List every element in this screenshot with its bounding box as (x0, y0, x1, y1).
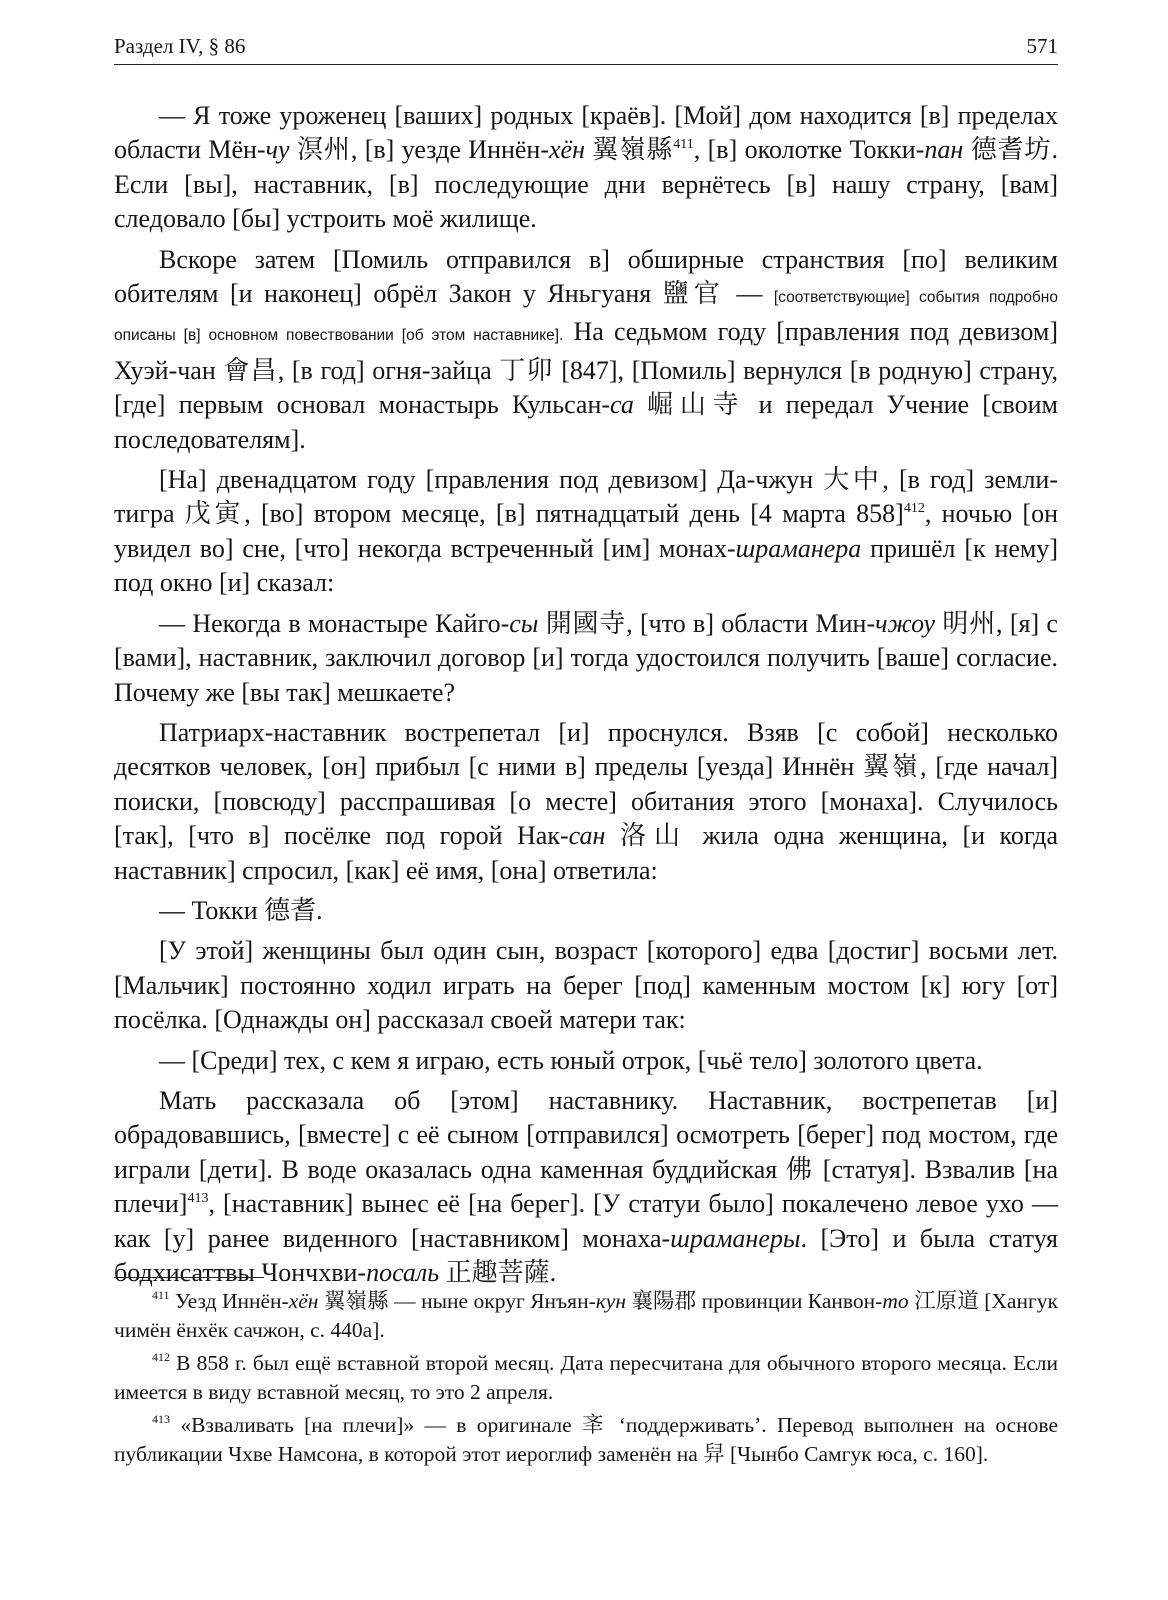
text-segment: [На] двенадцатом году [правления под девизом] Да-чжун 大中, [в год] земли-тигра 戊寅, [во] втором месяце, [в] пятнадцатый день [4 марта 858] (114, 465, 1058, 529)
footnote-ref: 413 (152, 1412, 170, 1426)
header-rule (114, 64, 1058, 65)
paragraph-p2 (114, 243, 1058, 457)
text-segment: [соответствующие] события подробно описаны [в] основном повествовании [об этом наставнике]. (114, 289, 1058, 345)
text-segment: , ночью [он увидел во] сне, [что] некогда встреченный [им] монах- (114, 499, 1059, 563)
text-segment: . [Это] и была статуя бодхисаттвы Чончхви- (114, 1223, 1059, 1287)
footnotes (114, 1287, 1058, 1473)
text-segment: Уезд Иннён- (169, 1289, 289, 1313)
footnote-fn411 (114, 1287, 1058, 1345)
text-segment: 洛山 жила одна женщина, [и когда наставник] спросил, [как] её имя, [она] ответила: (114, 821, 1058, 885)
paragraph-p9 (114, 1084, 1058, 1290)
text-segment: 正趣菩薩. (439, 1258, 557, 1287)
footnote-rule (114, 1277, 264, 1278)
italic-term: шраманера (735, 533, 862, 563)
italic-term: то (882, 1289, 909, 1313)
text-segment: — [Среди] тех, с кем я играю, есть юный отрок, [чьё тело] золотого цвета. (159, 1045, 983, 1075)
text-segment: — Я тоже уроженец [ваших] родных [краёв]. [Мой] дом находится [в] пределах области Мён- (114, 101, 1058, 165)
text-segment: , [наставник] вынес её [на берег]. [У статуи было] покалечено левое ухо — как [у] ранее виденного [наставником] монаха- (114, 1189, 1058, 1253)
paragraph-p4 (114, 607, 1058, 710)
text-segment: пришёл [к нему] под окно [и] сказал: (114, 533, 1059, 598)
italic-term: сан (568, 821, 606, 851)
paragraph-p1 (114, 99, 1058, 237)
main-text (114, 99, 1058, 1296)
footnote-fn412 (114, 1349, 1058, 1407)
text-segment: [У этой] женщины был один сын, возраст [которого] едва [достиг] восьми лет. [Мальчик] постоянно ходил играть на берег [под] каменным мостом [к] югу [от] посёлка. [Однажды он] рассказал своей матери так: (114, 936, 1058, 1035)
text-segment: — Токки 德耆. (159, 895, 323, 925)
text-segment: Вскоре затем [Помиль отправился в] обширные странствия [по] великим обителям [и наконец] обрёл Закон у Яньгуаня 鹽官 — (114, 244, 1058, 309)
text-segment: Патриарх-наставник вострепетал [и] проснулся. Взяв [с собой] несколько десятков человек, [он] прибыл [с ними в] пределы [уезда] Иннён 翼嶺, [где начал] поиски, [повсюду] расспрашивая [о месте] обитания этого [монаха]. Случилось [так], [что в] посёлке под горой Нак- (114, 717, 1058, 851)
italic-term: чу (265, 135, 290, 165)
italic-term: посаль (366, 1258, 440, 1287)
text-segment: Мать рассказала об [этом] наставнику. Наставник, вострепетав [и] обрадовавшись, [вместе] с её сыном [отправился] осмотреть [берег] под мостом, где играли [дети]. В воде оказалась одна каменная буддийская 佛 [статуя]. Взвалив [на плечи] (114, 1085, 1058, 1219)
italic-term: хён (549, 135, 585, 165)
text-segment: «Взваливать [на плечи]» — в оригинале 㪯 ‘поддерживать’. Перевод выполнен на основе публикации Чхве Намсона, в которой этот иероглиф заменён на 舁 [Чынбо Самгук юса, с. 160]. (114, 1413, 1058, 1466)
page-number: 571 (1026, 34, 1058, 58)
paragraph-p5 (114, 716, 1058, 888)
text-segment: 江原道 [Хангук чимён ёнхёк сачжон, с. 440а]. (114, 1289, 1058, 1342)
text-segment: 崛山寺 и передал Учение [своим последователям]. (114, 390, 1058, 454)
paragraph-p3 (114, 463, 1058, 601)
text-segment: 德耆坊. Если [вы], наставник, [в] последующие дни вернётесь [в] нашу страну, [вам] следовало [бы] устроить моё жилище. (114, 135, 1058, 234)
footnote-ref: 412 (903, 501, 925, 517)
text-segment: 明州, [я] с [вами], наставник, заключил договор [и] тогда удостоился получить [ваше] согласие. Почему же [вы так] мешкаете? (114, 608, 1058, 707)
paragraph-p7 (114, 934, 1058, 1037)
text-segment: 開國寺, [что в] области Мин- (538, 608, 876, 638)
paragraph-p6 (114, 894, 1058, 928)
paragraph-p8 (114, 1044, 1058, 1078)
italic-term: хён (288, 1289, 319, 1313)
italic-term: кун (595, 1289, 627, 1313)
text-segment: В 858 г. был ещё вставной второй месяц. Дата пересчитана для обычного второго месяца. Если имеется в виду вставной месяц, то это 2 апреля. (114, 1351, 1058, 1404)
running-header (114, 34, 1058, 64)
footnote-ref: 411 (673, 137, 694, 153)
italic-term: сы (509, 608, 539, 638)
footnote-ref: 413 (187, 1191, 209, 1207)
text-segment: — Некогда в монастыре Кайго- (159, 608, 510, 638)
text-segment: На седьмом году [правления под девизом] Хуэй-чан 會昌, [в год] огня-зайца 丁卯 [847], [Помиль] вернулся [в родную] страну, [где] первым основал монастырь Кульсан- (114, 317, 1058, 420)
footnote-fn413 (114, 1411, 1058, 1469)
text-segment: 溟州, [в] уезде Иннён- (289, 135, 550, 165)
text-segment: , [в] околотке Токки- (693, 135, 925, 165)
italic-term: шраманеры (670, 1223, 801, 1253)
section-label: Раздел IV, § 86 (114, 34, 246, 58)
footnote-ref: 411 (152, 1288, 170, 1302)
text-segment: 襄陽郡 провинции Канвон- (626, 1289, 883, 1313)
text-segment: 翼嶺縣 (585, 135, 674, 165)
text-segment: 翼嶺縣 — ныне округ Янъян- (318, 1289, 596, 1313)
footnote-ref: 412 (152, 1350, 170, 1364)
italic-term: са (610, 390, 634, 420)
italic-term: чжоу (875, 608, 936, 638)
italic-term: пан (924, 135, 964, 165)
